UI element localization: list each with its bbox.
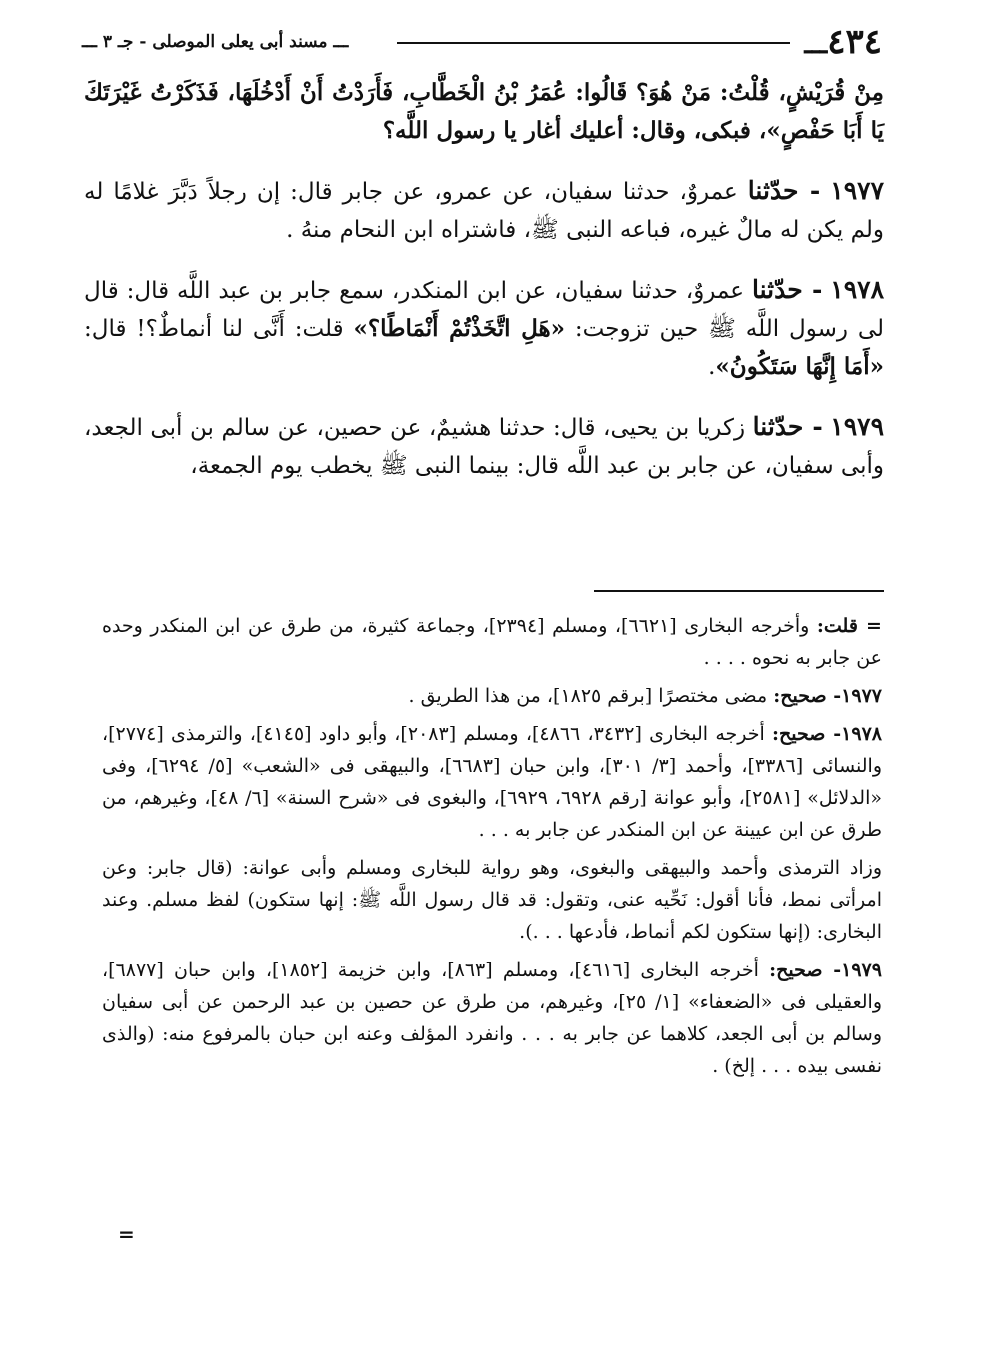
hadith-text: عمروٌ، حدثنا سفيان، عن ابن المنكدر، سمع جابر بن عبد اللَّه قال: قال لى رسول اللَّه ﷺ حين تزوجت: xyxy=(84,278,885,342)
header-rule xyxy=(397,42,790,44)
footnotes xyxy=(102,610,882,1088)
hadith-text: زكريا بن يحيى، قال: حدثنا هشيمٌ، عن حصين، عن سالم بن أبى الجعد، وأبى سفيان، عن جابر بن عبد اللَّه قال: بينما النبى ﷺ يخطب يوم الجمعة، xyxy=(84,415,884,479)
running-title: ـــ مسند أبى يعلى الموصلى - جـ ٣ ـــ xyxy=(82,32,349,52)
hadith-continuation-text: مِنْ قُرَيْشٍ، قُلْتُ: مَنْ هُوَ؟ قَالُوا: عُمَرُ بْنُ الْخَطَّابِ، فَأَرَدْتُ أَنْ أَدْخُلَهَا، فَذَكَرْتُ غَيْرَتَكَ يَا أَبَا حَفْصٍ»، فبكى، وقال: أعليك أغار يا رسول اللَّه؟ xyxy=(84,79,884,144)
hadith-1978 xyxy=(84,271,884,386)
footnote-text: مضى مختصرًا [برقم ١٨٢٥]، من هذا الطريق . xyxy=(408,685,768,707)
prophetic-quote: «أَمَا إِنَّهَا سَتَكُونُ» xyxy=(715,353,884,380)
prophetic-quote: «هَلِ اتَّخَذْتُمْ أَنْمَاطًا؟» xyxy=(353,315,566,342)
hadith-lead: - حدّثنا xyxy=(752,412,823,441)
footnote-text: أخرجه البخارى [٤٦١٦]، ومسلم [٨٦٣]، وابن خزيمة [١٨٥٢]، وابن حبان [٦٨٧٧]، والعقيلى فى «الضعفاء» [١/ ٢٥]، وغيرهم، من طرق عن حصين بن عبد الرحمن عن أبى سفيان وسالم بن أبى الجعد، كلاهما عن جابر به . . . وانفرد المؤلف وعنه ابن حبان بالمرفوع منه: (والذى نفسى بيده . . . إلخ) . xyxy=(102,959,883,1077)
hadith-number: ١٩٧٧ xyxy=(830,176,884,205)
hadith-1979 xyxy=(84,408,884,485)
hadith-number: ١٩٧٩ xyxy=(830,412,885,441)
hadith-text-end: . xyxy=(708,354,716,380)
footnote-label: ١٩٧٨- صحيح: xyxy=(772,723,882,745)
hadith-lead: - حدّثنا xyxy=(747,176,821,205)
footnote-label: ١٩٧٧- صحيح: xyxy=(773,685,882,707)
hadith-1977 xyxy=(84,172,884,249)
continuation-mark: = xyxy=(118,1222,135,1246)
footnote-text: أخرجه البخارى [٣٤٣٢، ٤٨٦٦]، ومسلم [٢٠٨٣]، وأبو داود [٤١٤٥]، والترمذى [٢٧٧٤]، والنسائى [٣٣٨٦]، وأحمد [٣/ ٣٠١]، وابن حبان [٦٦٨٣]، والبيهقى فى «الشعب» [٥/ ٦٢٩٤]، وفى «الدلائل» [٢٥٨١]، وأبو عوانة [رقم ٦٩٢٨، ٦٩٢٩]، والبغوى فى «شرح السنة» [٦/ ٤٨]، وغيرهم، من طرق عن ابن عيينة عن ابن المنكدر عن جابر به . . . xyxy=(102,723,882,841)
main-text xyxy=(84,74,884,507)
footnote-separator xyxy=(594,590,884,592)
footnote-label: ١٩٧٩- صحيح: xyxy=(769,959,882,981)
page-number-dash: ـــ xyxy=(804,30,828,60)
page-number xyxy=(798,22,882,65)
page-header xyxy=(82,22,882,62)
footnote-continuation xyxy=(102,610,882,674)
hadith-text: عمروٌ، حدثنا سفيان، عن عمرو، عن جابر قال: إن رجلاً دَبَّرَ غلامًا له ولم يكن له مالٌ غيره، فباعه النبى ﷺ، فاشتراه ابن النحام منهُ . xyxy=(84,179,884,243)
hadith-text: قلت: أَنَّى لنا أنماطٌ؟! قال: xyxy=(84,316,344,342)
hadith-continuation xyxy=(84,74,884,150)
footnote-text: وزاد الترمذى وأحمد والبيهقى والبغوى، وهو رواية للبخارى ومسلم وأبى عوانة: (قال جابر: وعن امرأتى نمط، فأنا أقول: نَحِّيه عنى، وتقول: قد قال رسول اللَّه ﷺ: إنها ستكون) لفظ مسلم. وعند البخارى: (إنها ستكون لكم أنماط، فأدعها . . .). xyxy=(102,857,882,943)
footnote-1977 xyxy=(102,680,882,712)
page-number-value: ٤٣٤ xyxy=(827,22,882,62)
footnote-1978-addition xyxy=(102,852,882,948)
footnote-1979 xyxy=(102,954,882,1082)
footnote-1978 xyxy=(102,718,882,846)
hadith-number: ١٩٧٨ xyxy=(830,275,885,304)
hadith-lead: - حدّثنا xyxy=(751,275,823,304)
footnote-text: وأخرجه البخارى [٦٦٢١]، ومسلم [٢٣٩٤]، وجماعة كثيرة، من طرق عن ابن المنكدر وحده عن جابر به نحوه . . . . xyxy=(102,615,882,669)
footnote-label: = قلت: xyxy=(816,615,882,637)
